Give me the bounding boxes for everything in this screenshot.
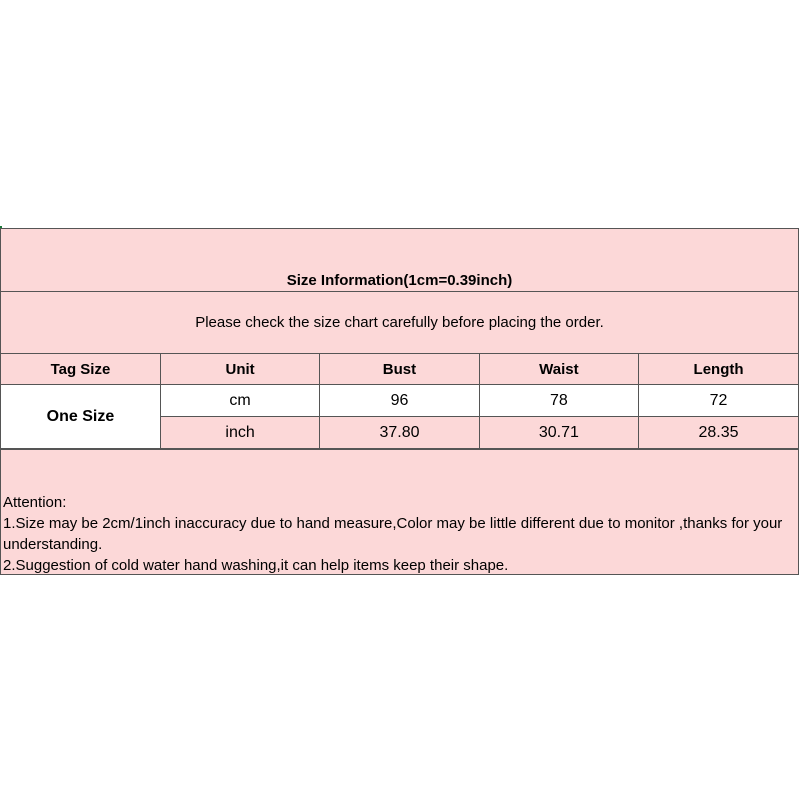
unit-cell: inch bbox=[160, 417, 319, 449]
header-unit: Unit bbox=[160, 354, 319, 385]
size-chart-notice: Please check the size chart carefully before placing the order. bbox=[1, 292, 798, 354]
unit-cell: cm bbox=[160, 385, 319, 417]
bust-cell: 37.80 bbox=[320, 417, 479, 449]
attention-heading: Attention: bbox=[3, 494, 67, 511]
tag-size-cell: One Size bbox=[1, 385, 160, 449]
waist-cell: 30.71 bbox=[479, 417, 638, 449]
header-bust: Bust bbox=[320, 354, 479, 385]
length-cell: 28.35 bbox=[639, 417, 798, 449]
attention-notes bbox=[1, 449, 798, 574]
size-table bbox=[1, 354, 798, 449]
header-waist: Waist bbox=[479, 354, 638, 385]
bust-cell: 96 bbox=[320, 385, 479, 417]
header-length: Length bbox=[639, 354, 798, 385]
attention-line-1: 1.Size may be 2cm/1inch inaccuracy due to hand measure,Color may be little different due to monitor ,thanks for your understanding. bbox=[3, 515, 783, 553]
table-header-row bbox=[1, 354, 798, 385]
size-chart bbox=[0, 228, 799, 575]
waist-cell: 78 bbox=[479, 385, 638, 417]
attention-line-2: 2.Suggestion of cold water hand washing,it can help items keep their shape. bbox=[3, 557, 509, 574]
table-row bbox=[1, 385, 798, 417]
size-chart-title: Size Information(1cm=0.39inch) bbox=[1, 229, 798, 292]
header-tag-size: Tag Size bbox=[1, 354, 160, 385]
length-cell: 72 bbox=[639, 385, 798, 417]
